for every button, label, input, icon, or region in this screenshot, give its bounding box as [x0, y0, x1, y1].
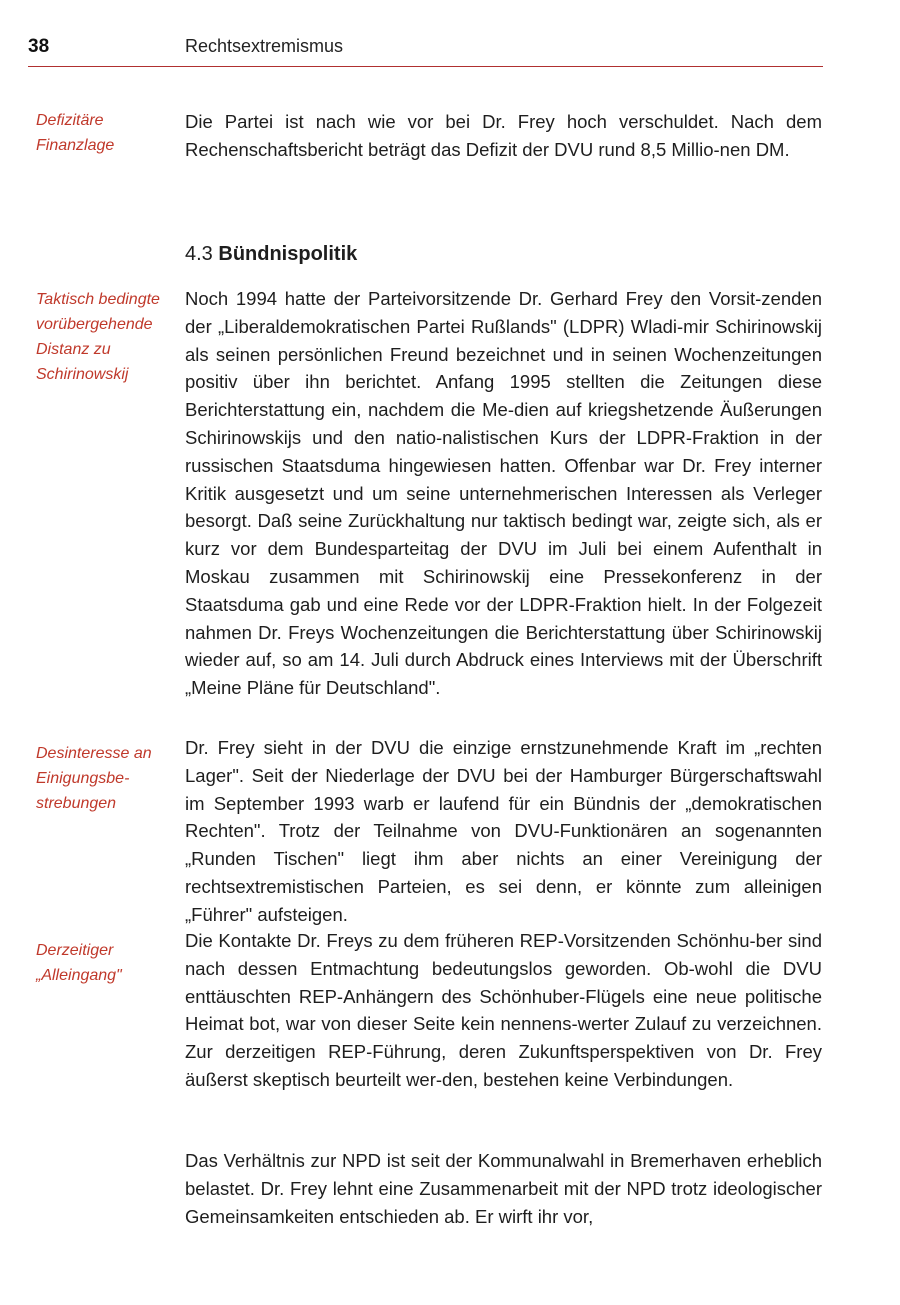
- page-number: 38: [28, 36, 50, 57]
- section-title: Bündnispolitik: [218, 243, 358, 265]
- paragraph-npd: Das Verhältnis zur NPD ist seit der Kommunalwahl in Bremerhaven erheblich belastet. Dr. Frey lehnt eine Zusammenarbeit mit der NPD trotz ideologischer Gemeinsamkeiten entschieden ab. Er wirft ihr vor,: [185, 1150, 822, 1227]
- section-number: 4.3: [185, 243, 213, 265]
- margin-note-desinteresse: Desinteresse an Einigungsbe-strebungen: [36, 745, 152, 812]
- section-heading: [185, 243, 357, 266]
- margin-note-alleingang: Derzeitiger „Alleingang": [36, 942, 122, 984]
- margin-note-distanz: Taktisch bedingte vorübergehende Distanz zu Schirinowskij: [36, 291, 160, 383]
- paragraph-finanzlage: Die Partei ist nach wie vor bei Dr. Frey hoch verschuldet. Nach dem Rechenschaftsbericht beträgt das Defizit der DVU rund 8,5 Millio-nen DM.: [185, 111, 822, 160]
- margin-note-finanzlage: Defizitäre Finanzlage: [36, 112, 115, 154]
- paragraph-rep-kontakte: Die Kontakte Dr. Freys zu dem früheren REP-Vorsitzenden Schönhu-ber sind nach dessen Entmachtung bedeutungslos geworden. Ob-wohl die DVU enttäuschten REP-Anhängern des Schönhuber-Flügels eine neue politische Heimat bot, war von dieser Seite kein nennens-werter Zulauf zu verzeichnen. Zur derzeitigen REP-Führung, deren Zukunftsperspektiven von Dr. Frey äußerst skeptisch beurteilt wer-den, bestehen keine Verbindungen.: [185, 930, 822, 1090]
- page-header: [28, 36, 823, 67]
- paragraph-desinteresse: Dr. Frey sieht in der DVU die einzige ernstzunehmende Kraft im „rechten Lager". Seit der Niederlage der DVU bei der Hamburger Bürgerschaftswahl im September 1993 warb er laufend für ein Bündnis der „demokratischen Rechten". Trotz der Teilnahme von DVU-Funktionären an sogenannten „Runden Tischen" liegt ihm aber nichts an einer Vereinigung der rechtsextremistischen Parteien, es sei denn, er könnte zum alleinigen „Führer" aufsteigen.: [185, 737, 822, 925]
- running-head: Rechtsextremismus: [185, 36, 344, 56]
- paragraph-schirinowskij: Noch 1994 hatte der Parteivorsitzende Dr. Gerhard Frey den Vorsit-zenden der „Liberaldemokratischen Partei Rußlands" (LDPR) Wladi-mir Schirinowskij als seinen persönlichen Freund bezeichnet und in seinen Wochenzeitungen positiv über ihn berichtet. Anfang 1995 stellten die Zeitungen diese Berichterstattung ein, nachdem die Me-dien auf kriegshetzende Äußerungen Schirinowskijs und den natio-nalistischen Kurs der LDPR-Fraktion in der russischen Staatsduma hingewiesen hatten. Offenbar war Dr. Frey interner Kritik ausgesetzt und um seine unternehmerischen Interessen als Verleger besorgt. Daß seine Zurückhaltung nur taktisch bedingt war, zeigte sich, als er kurz vor dem Bundesparteitag der DVU im Juli bei einem Aufenthalt in Moskau zusammen mit Schirinowskij eine Pressekonferenz in der Staatsduma gab und eine Rede vor der LDPR-Fraktion hielt. In der Folgezeit nahmen Dr. Freys Wochenzeitungen die Berichterstattung über Schirinowskij wieder auf, so am 14. Juli durch Abdruck eines Interviews mit der Überschrift „Meine Pläne für Deutschland".: [185, 288, 822, 699]
